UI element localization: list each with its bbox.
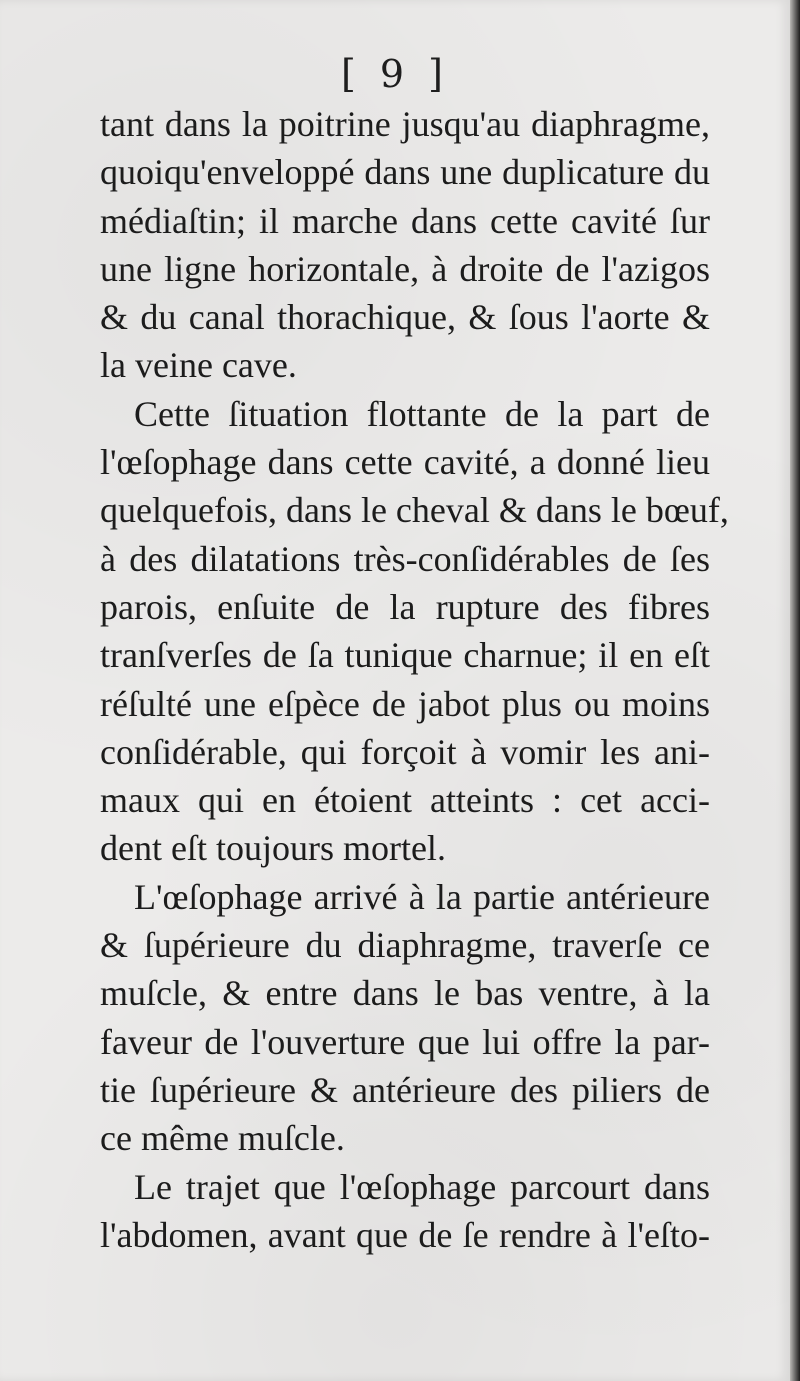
- text-line: Le trajet que l'œſophage parcourt dans: [134, 1166, 710, 1207]
- text-line: à des dilatations très-conſidérables de ſes: [100, 538, 710, 579]
- text-line: & du canal thorachique, & ſous l'aorte &: [100, 297, 710, 338]
- text-line: dent eſt toujours mortel.: [100, 828, 446, 869]
- text-line: maux qui en étoient atteints : cet acci-: [100, 780, 710, 821]
- text-line: tant dans la poitrine jusqu'au diaphragme,: [100, 104, 710, 144]
- text-line: la veine cave.: [100, 345, 297, 386]
- text-line: l'abdomen, avant que de ſe rendre à l'eſto-: [100, 1214, 710, 1255]
- text-line: faveur de l'ouverture que lui offre la par-: [100, 1021, 710, 1062]
- text-line: quoiqu'enveloppé dans une duplicature du: [100, 152, 710, 193]
- page-edge-shadow: [790, 0, 800, 1381]
- text-line: muſcle, & entre dans le bas ventre, à la: [100, 973, 710, 1014]
- text-line: L'œſophage arrivé à la partie antérieure: [134, 876, 710, 917]
- text-line: tie ſupérieure & antérieure des piliers de: [100, 1069, 710, 1110]
- text-line: parois, enſuite de la rupture des fibres: [100, 586, 710, 627]
- text-line: une ligne horizontale, à droite de l'azigos: [100, 248, 710, 289]
- text-line: réſulté une eſpèce de jabot plus ou moins: [100, 683, 710, 724]
- text-line: médiaſtin; il marche dans cette cavité ſur: [100, 200, 710, 241]
- body-text: [100, 100, 729, 1259]
- text-line: conſidérable, qui forçoit à vomir les ani-: [100, 731, 710, 772]
- text-line: l'œſophage dans cette cavité, a donné lieu: [100, 442, 710, 483]
- page-number: [ 9 ]: [341, 52, 449, 96]
- text-line: ce même muſcle.: [100, 1118, 345, 1159]
- text-line: & ſupérieure du diaphragme, traverſe ce: [100, 925, 710, 966]
- text-line: Cette ſituation flottante de la part de: [134, 393, 710, 434]
- text-line: tranſverſes de ſa tunique charnue; il en eſt: [100, 635, 710, 676]
- text-line: quelquefois, dans le cheval & dans le bœuf,: [100, 490, 729, 531]
